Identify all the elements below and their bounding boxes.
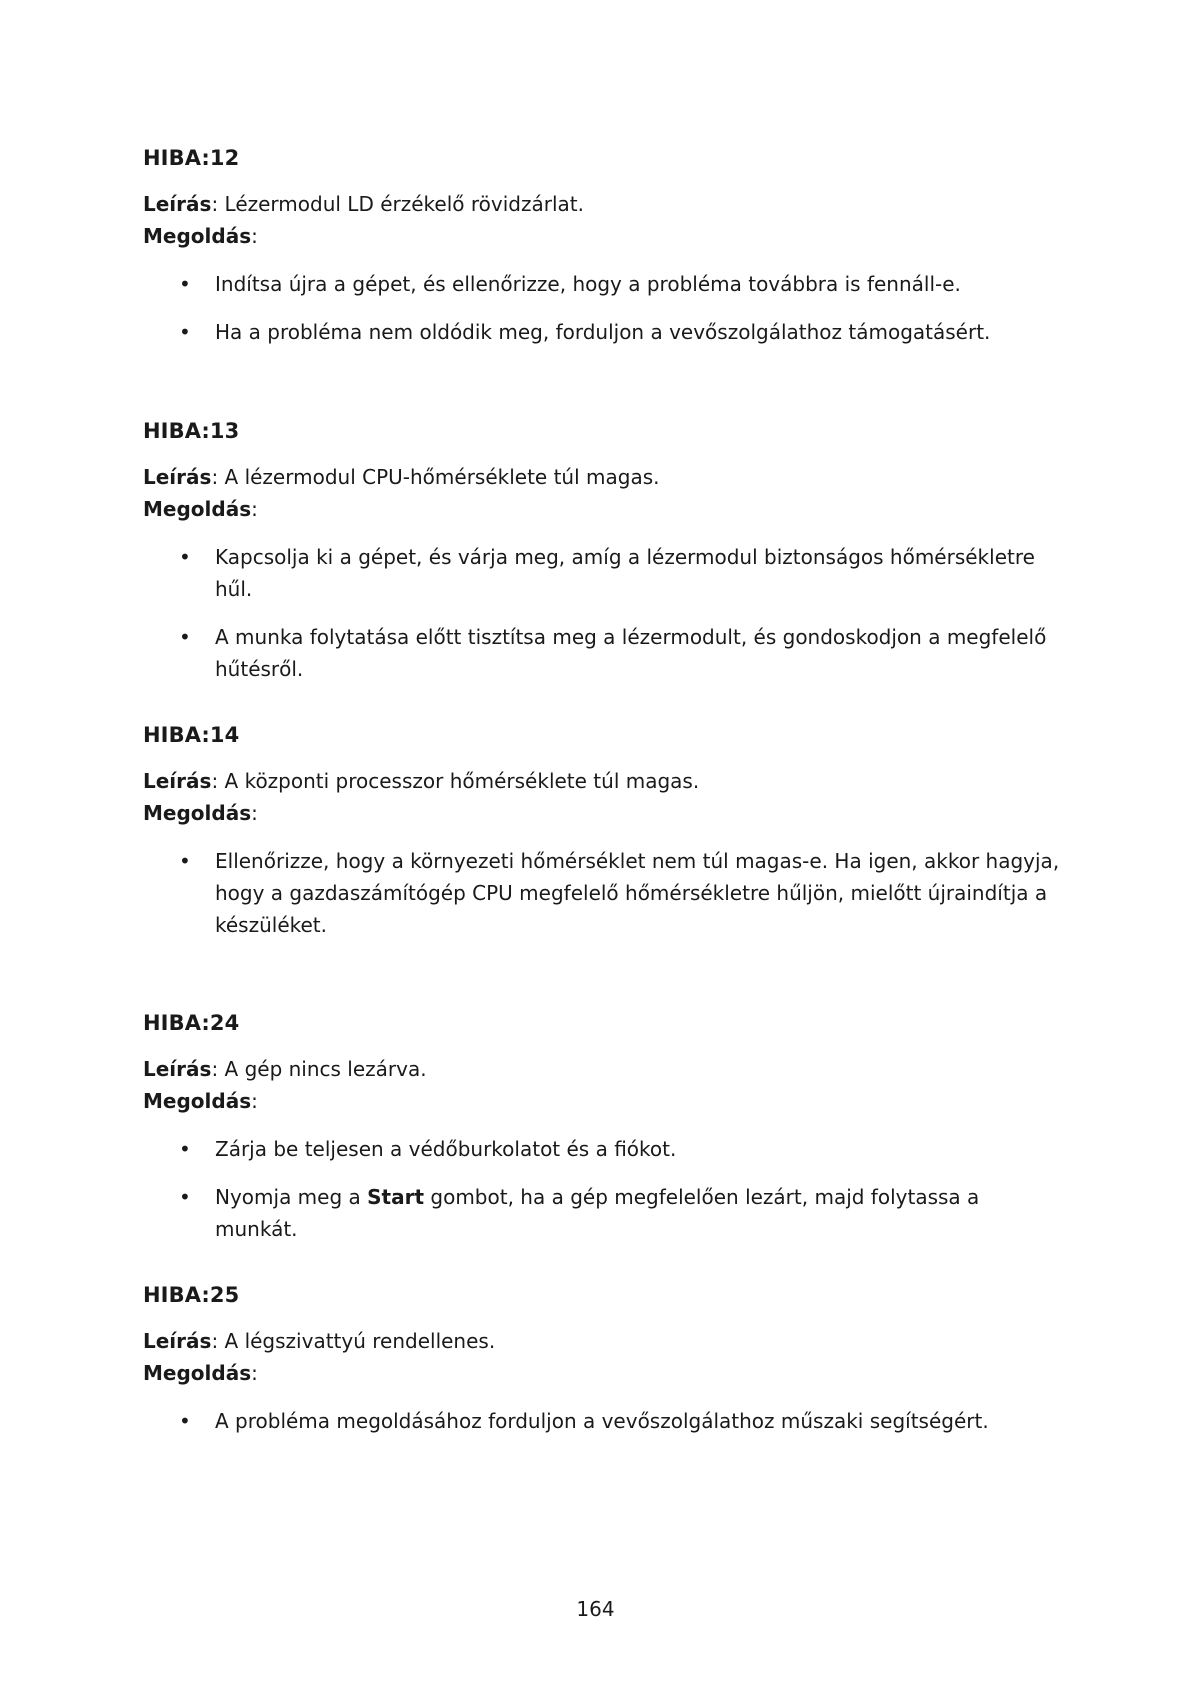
solution-label: Megoldás	[143, 1089, 252, 1113]
solution-line	[143, 220, 1063, 252]
solution-line	[143, 1357, 1063, 1389]
description-line	[143, 1053, 1063, 1085]
solution-colon: :	[251, 801, 258, 825]
solution-text: Ellenőrizze, hogy a környezeti hőmérséklet nem túl magas-e. Ha igen, akkor hagyja, hogy a gazdaszámítógép CPU megfelelő hőmérsékletre hűljön, mielőtt újraindítja a készüléket.	[215, 849, 1060, 937]
list-item	[143, 621, 1063, 685]
solution-label: Megoldás	[143, 801, 252, 825]
bullet-icon: •	[179, 1185, 191, 1209]
list-item	[143, 1133, 1063, 1165]
description-label: Leírás	[143, 1329, 212, 1353]
description-label: Leírás	[143, 1057, 212, 1081]
solution-text	[215, 1185, 979, 1241]
solution-line	[143, 797, 1063, 829]
solution-text-before: Nyomja meg a	[215, 1185, 368, 1209]
solution-text: A probléma megoldásához forduljon a vevőszolgálathoz műszaki segítségért.	[215, 1409, 989, 1433]
bullet-icon: •	[179, 272, 191, 296]
solution-text: Ha a probléma nem oldódik meg, forduljon a vevőszolgálathoz támogatásért.	[215, 320, 991, 344]
bullet-icon: •	[179, 849, 191, 873]
solution-label: Megoldás	[143, 497, 252, 521]
solution-label: Megoldás	[143, 1361, 252, 1385]
description-label: Leírás	[143, 465, 212, 489]
solution-list	[143, 1133, 1063, 1245]
error-code-heading: HIBA:25	[143, 1283, 240, 1307]
error-section-12	[143, 142, 1063, 348]
solution-colon: :	[251, 1361, 258, 1385]
list-item	[143, 541, 1063, 605]
list-item	[143, 1181, 1063, 1245]
solution-label: Megoldás	[143, 224, 252, 248]
solution-colon: :	[251, 1089, 258, 1113]
description-text: : A légszivattyú rendellenes.	[211, 1329, 496, 1353]
start-button-label: Start	[367, 1185, 425, 1209]
description-text: : A lézermodul CPU-hőmérséklete túl magas.	[211, 465, 660, 489]
list-item	[143, 1405, 1063, 1437]
solution-list	[143, 1405, 1063, 1437]
error-section-24	[143, 1007, 1063, 1245]
list-item	[143, 268, 1063, 300]
description-line	[143, 461, 1063, 493]
solution-text: Indítsa újra a gépet, és ellenőrizze, hogy a probléma továbbra is fennáll-e.	[215, 272, 961, 296]
description-line	[143, 188, 1063, 220]
error-code-heading: HIBA:24	[143, 1011, 240, 1035]
description-text: : Lézermodul LD érzékelő rövidzárlat.	[211, 192, 584, 216]
solution-list	[143, 541, 1063, 685]
description-line	[143, 1325, 1063, 1357]
solution-colon: :	[251, 497, 258, 521]
bullet-icon: •	[179, 545, 191, 569]
description-label: Leírás	[143, 769, 212, 793]
description-line	[143, 765, 1063, 797]
solution-text-after: gombot, ha a gép megfelelően lezárt, majd folytassa a munkát.	[215, 1185, 980, 1241]
description-label: Leírás	[143, 192, 212, 216]
list-item	[143, 845, 1063, 941]
error-section-13	[143, 415, 1063, 685]
solution-list	[143, 845, 1063, 941]
solution-list	[143, 268, 1063, 348]
solution-line	[143, 1085, 1063, 1117]
solution-text: Zárja be teljesen a védőburkolatot és a fiókot.	[215, 1137, 677, 1161]
description-text: : A központi processzor hőmérséklete túl magas.	[211, 769, 700, 793]
solution-colon: :	[251, 224, 258, 248]
error-code-heading: HIBA:13	[143, 419, 240, 443]
page-number: 164	[576, 1597, 615, 1621]
bullet-icon: •	[179, 320, 191, 344]
solution-text: Kapcsolja ki a gépet, és várja meg, amíg a lézermodul biztonságos hőmérsékletre hűl.	[215, 545, 1035, 601]
solution-line	[143, 493, 1063, 525]
error-section-25	[143, 1279, 1063, 1437]
bullet-icon: •	[179, 1409, 191, 1433]
error-code-heading: HIBA:14	[143, 723, 240, 747]
error-code-heading: HIBA:12	[143, 146, 240, 170]
error-section-14	[143, 719, 1063, 941]
bullet-icon: •	[179, 625, 191, 649]
description-text: : A gép nincs lezárva.	[211, 1057, 427, 1081]
list-item	[143, 316, 1063, 348]
bullet-icon: •	[179, 1137, 191, 1161]
solution-text: A munka folytatása előtt tisztítsa meg a lézermodult, és gondoskodjon a megfelelő hűtésről.	[215, 625, 1047, 681]
